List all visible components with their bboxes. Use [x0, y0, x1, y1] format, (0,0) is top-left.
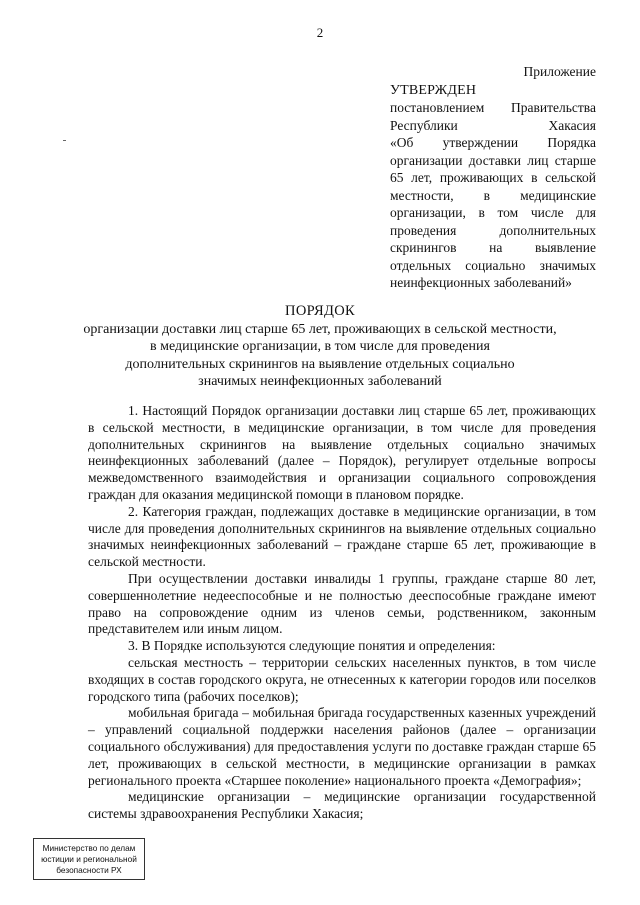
- document-title: [60, 303, 580, 391]
- approval-basis-line: неинфекционных заболеваний»: [390, 275, 572, 290]
- title-line: организации доставки лиц старше 65 лет, проживающих в сельской местности,: [83, 321, 557, 337]
- scan-speck: [63, 140, 66, 141]
- paragraph-1: 1. Настоящий Порядок организации доставки лиц старше 65 лет, проживающих в сельской местности, в медицинские организации, в том числе для проведения дополнительных скринингов на выявление отдельных социально значимых неинфекционных заболеваний (далее – Порядок), регулирует отдельные вопросы межведомственного взаимодействия и организации социального сопровождения граждан для оказания медицинской помощи в плановом порядке.: [88, 403, 596, 502]
- paragraph-escort: При осуществлении доставки инвалиды 1 группы, граждане старше 80 лет, совершеннолетние недееспособные и не полностью дееспособные граждане имеют право на сопровождение одним из членов семьи, родственником, законным представителем или иным лицом.: [88, 570, 596, 637]
- document-body: [88, 403, 596, 823]
- page-number: 2: [316, 25, 324, 40]
- stamp-line: безопасности РХ: [56, 865, 122, 875]
- title-line: в медицинские организации, в том числе для проведения: [150, 339, 490, 354]
- title-main: ПОРЯДОК: [285, 303, 355, 319]
- approval-basis-line: 65 лет, проживающих в сельской: [390, 170, 596, 185]
- paragraph-2: 2. Категория граждан, подлежащих доставке в медицинские организации, в том числе для проведения дополнительных скринингов на выявление отдельных социально значимых неинфекционных заболеваний – граждане старше 65 лет, проживающие в сельской местности.: [88, 503, 596, 570]
- definition-rural-area: сельская местность – территории сельских населенных пунктов, в том числе входящих в состав городского округа, не отнесенных к категории городов или поселков городского типа (рабочих поселков);: [88, 654, 596, 704]
- approval-basis-line: проведения дополнительных: [390, 222, 596, 238]
- title-line: дополнительных скринингов на выявление отдельных социально: [125, 356, 515, 372]
- approval-basis-line: постановлением Правительства: [390, 100, 596, 115]
- definition-medical-organizations: медицинские организации – медицинские организации государственной системы здравоохранения Республики Хакасия;: [88, 789, 596, 822]
- ministry-stamp: [33, 838, 145, 880]
- definition-mobile-team: мобильная бригада – мобильная бригада государственных казенных учреждений – управлений социальной поддержки населения районов (далее – организации социального обслуживания) для предоставления услуги по доставке граждан старше 65 лет, проживающих в сельской местности, в медицинские организации в рамках регионального проекта «Старшее поколение» национального проекта «Демография»;: [88, 705, 596, 788]
- approved-heading: УТВЕРЖДЕН: [390, 82, 477, 98]
- approval-basis-line: «Об утверждении Порядка: [390, 135, 596, 150]
- approval-basis-line: отдельных социально значимых: [390, 257, 596, 273]
- appendix-label: Приложение: [523, 64, 596, 79]
- approval-basis-line: организации доставки лиц старше: [390, 152, 596, 168]
- approval-basis-line: скринингов на выявление: [390, 240, 596, 255]
- paragraph-3: 3. В Порядке используются следующие понятия и определения:: [128, 638, 496, 654]
- title-line: значимых неинфекционных заболеваний: [198, 374, 442, 389]
- stamp-line: юстиции и региональной: [41, 854, 137, 864]
- approval-basis-line: организации, в том числе для: [390, 205, 596, 220]
- approval-basis-line: Республики Хакасия: [390, 117, 596, 133]
- stamp-line: Министерство по делам: [42, 843, 136, 853]
- approval-block: [390, 63, 596, 292]
- approval-basis-line: местности, в медицинские: [390, 187, 596, 203]
